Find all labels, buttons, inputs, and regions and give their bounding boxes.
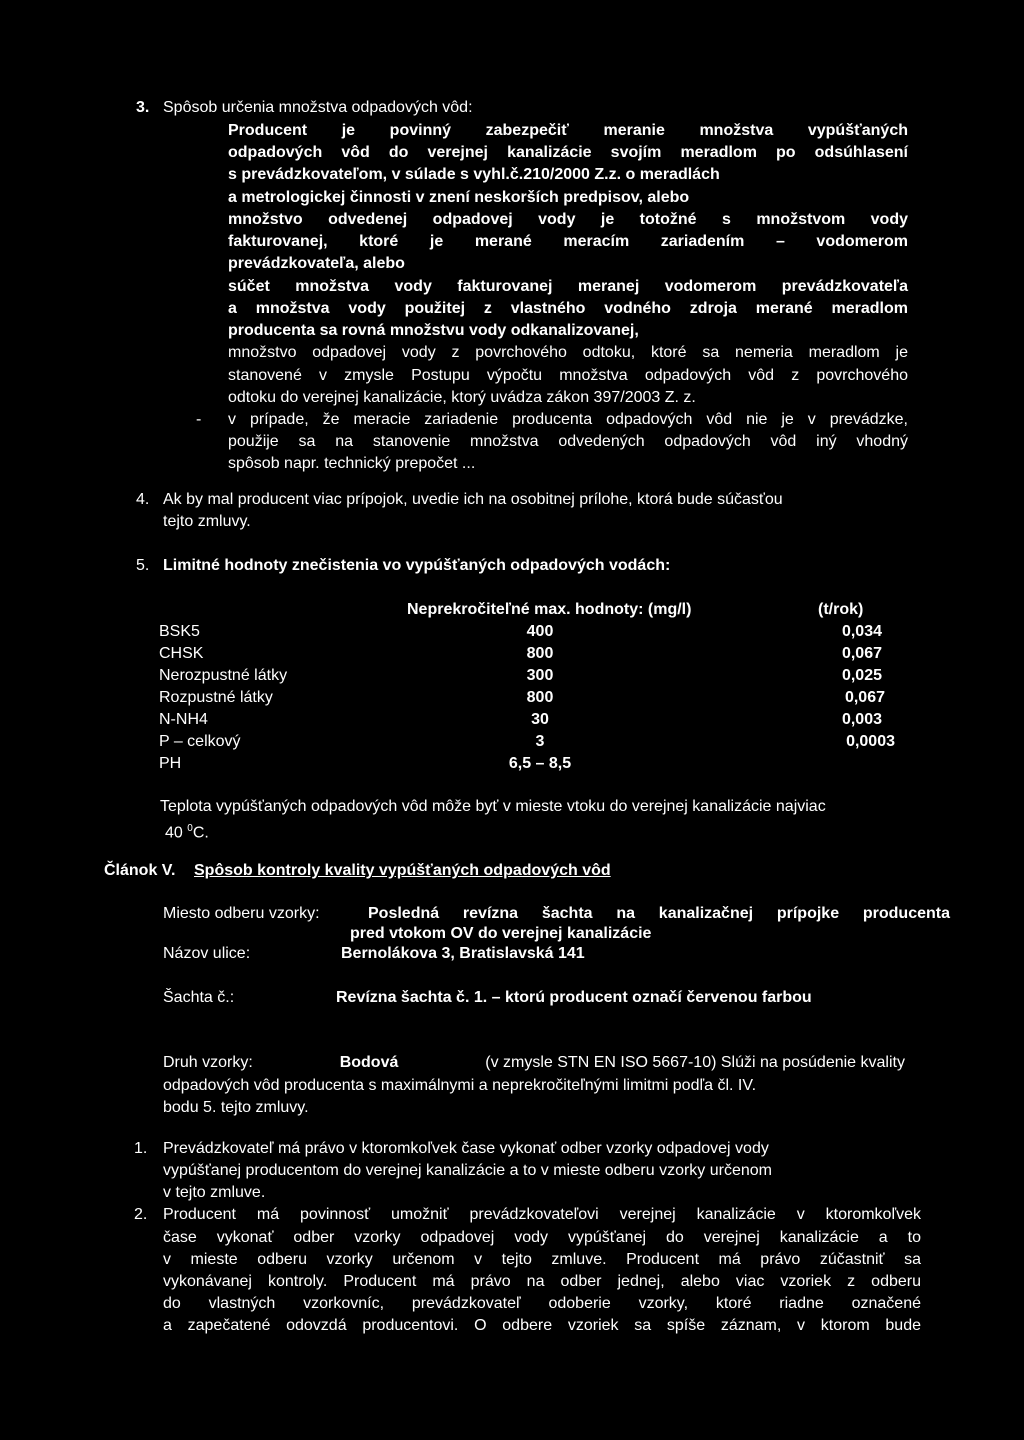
item-line: vypúšťanej producentom do verejnej kanalizácie a to v mieste odberu vzorky určenom: [163, 1162, 772, 1179]
limits-row-mg: 3: [535, 733, 545, 750]
sampling-place-value: Posledná revízna šachta na kanalizačnej prípojke producenta: [368, 905, 950, 922]
temperature-unit: C.: [192, 824, 209, 842]
section-3-line: súčet množstva vody fakturovanej meranej vodomerom prevádzkovateľa: [228, 278, 908, 295]
section-3-line: množstvo odvedenej odpadovej vody je totožné s množstvom vody: [228, 211, 908, 228]
section-3-line: odpadových vôd do verejnej kanalizácie svojím meradlom po odsúhlasení: [228, 144, 908, 161]
limits-row-mg: 400: [526, 623, 554, 640]
sample-type-line: [163, 1053, 905, 1073]
section-3-line: odtoku do verejnej kanalizácie, ktorý uvádza zákon 397/2003 Z. z.: [228, 389, 696, 406]
section-3-line: a metrologickej činnosti v znení neskorších predpisov, alebo: [228, 189, 690, 206]
item-line: do vlastných vzorkovníc, prevádzkovateľ odoberie vzorky, ktoré riadne označené: [163, 1295, 921, 1312]
section-4-line: tejto zmluvy.: [163, 513, 251, 530]
limits-row-t: 0,067: [841, 645, 882, 662]
temperature-degree: 0: [187, 823, 193, 834]
limits-row-name: BSK5: [159, 623, 200, 640]
limits-row-name: PH: [159, 755, 182, 772]
section-3-line: producenta sa rovná množstvu vody odkanalizovanej,: [228, 322, 639, 339]
sample-type-label: Druh vzorky:: [163, 1054, 253, 1071]
section-3-line: Producent je povinný zabezpečiť meranie množstva vypúšťaných: [228, 122, 908, 139]
street-value: Bernolákova 3, Bratislavská 141: [341, 945, 585, 962]
limits-row-t: 0,025: [841, 667, 882, 684]
item-line: Prevádzkovateľ má právo v ktoromkoľvek čase vykonať odber vzorky odpadovej vody: [163, 1140, 769, 1157]
sample-type-value: Bodová: [339, 1054, 399, 1071]
section-5-heading: Limitné hodnoty znečistenia vo vypúšťaných odpadových vodách:: [163, 557, 671, 574]
sample-type-description: (v zmysle STN EN ISO 5667-10) Slúži na posúdenie kvality: [485, 1054, 905, 1071]
article-title: Spôsob kontroly kvality vypúšťaných odpadových vôd: [194, 862, 611, 879]
shaft-value: Revízna šachta č. 1. – ktorú producent označí červenou farbou: [336, 989, 812, 1006]
section-3-heading: Spôsob určenia množstva odpadových vôd:: [163, 99, 473, 116]
item-line: Producent má povinnosť umožniť prevádzkovateľovi verejnej kanalizácie v ktoromkoľvek: [163, 1206, 921, 1223]
sampling-place-label: Miesto odberu vzorky:: [163, 905, 320, 922]
limits-row-t: 0,034: [841, 623, 882, 640]
limits-row-t: 0,067: [844, 689, 885, 706]
limits-row-mg: 800: [526, 689, 554, 706]
sample-type-line: odpadových vôd producenta s maximálnymi a neprekročiteľnými limitmi podľa čl. IV.: [163, 1077, 757, 1094]
section-4-line: Ak by mal producent viac prípojok, uvedie ich na osobitnej prílohe, ktorá bude súčasťou: [163, 491, 783, 508]
limits-row-name: CHSK: [159, 645, 204, 662]
temperature-value: 40: [165, 824, 188, 842]
bullet-dash: -: [196, 411, 202, 428]
section-3-dash-line: spôsob napr. technický prepočet ...: [228, 455, 476, 472]
limits-row-name: N-NH4: [159, 711, 208, 728]
limits-row-t: 0,0003: [846, 733, 895, 750]
limits-row-name: P – celkový: [159, 733, 241, 750]
section-3-line: množstvo odpadovej vody z povrchového odtoku, ktoré sa nemeria meradlom je: [228, 344, 908, 361]
sample-type-line: bodu 5. tejto zmluvy.: [163, 1099, 309, 1116]
item-line: v mieste odberu vzorky určenom v tejto zmluve. Producent má právo zúčastniť sa: [163, 1251, 921, 1268]
item-line: čase vykonať odber vzorky odpadovej vody vypúšťanej do verejnej kanalizácie a to: [163, 1229, 921, 1246]
section-3-line: s prevádzkovateľom, v súlade s vyhl.č.210/2000 Z.z. o meradlách: [228, 166, 720, 183]
limits-row-mg: 800: [526, 645, 554, 662]
shaft-label: Šachta č.:: [163, 989, 235, 1006]
item-number: 2.: [134, 1206, 148, 1223]
limits-row-name: Nerozpustné látky: [159, 667, 288, 684]
limits-col-header-mg: Neprekročiteľné max. hodnoty: (mg/l): [407, 601, 692, 618]
temperature-line: Teplota vypúšťaných odpadových vôd môže byť v mieste vtoku do verejnej kanalizácie najviac: [160, 798, 826, 815]
limits-row-mg: 6,5 – 8,5: [508, 755, 572, 772]
limits-row-name: Rozpustné látky: [159, 689, 273, 706]
limits-row-mg: 300: [526, 667, 554, 684]
item-line: a zapečatené odovzdá producentovi. O odbere vzoriek sa spíše záznam, v ktorom bude: [163, 1317, 921, 1334]
section-4-number: 4.: [136, 491, 150, 508]
street-label: Názov ulice:: [163, 945, 251, 962]
section-3-dash-line: v prípade, že meracie zariadenie producenta odpadových vôd nie je v prevádzke,: [228, 411, 908, 428]
section-5-number: 5.: [136, 557, 150, 574]
section-3-dash-line: použije sa na stanovenie množstva odvedených odpadových vôd iný vhodný: [228, 433, 908, 450]
item-line: v tejto zmluve.: [163, 1184, 266, 1201]
section-3-line: prevádzkovateľa, alebo: [228, 255, 405, 272]
limits-row-t: 0,003: [841, 711, 882, 728]
temperature-line: [165, 819, 209, 843]
section-3-number: 3.: [136, 99, 150, 116]
section-3-line: a množstva vody použitej z vlastného vodného zdroja merané meradlom: [228, 300, 908, 317]
section-3-line: fakturovanej, ktoré je merané meracím zariadením – vodomerom: [228, 233, 908, 250]
article-label: Článok V.: [104, 862, 176, 879]
item-line: vykonávanej kontroly. Producent má právo na odber jednej, alebo viac vzoriek z odberu: [163, 1273, 921, 1290]
limits-row-mg: 30: [531, 711, 549, 728]
section-3-line: stanovené v zmysle Postupu výpočtu množstva odpadových vôd z povrchového: [228, 367, 908, 384]
item-number: 1.: [134, 1140, 148, 1157]
sampling-place-value: pred vtokom OV do verejnej kanalizácie: [350, 925, 652, 942]
limits-col-header-t: (t/rok): [818, 601, 864, 618]
